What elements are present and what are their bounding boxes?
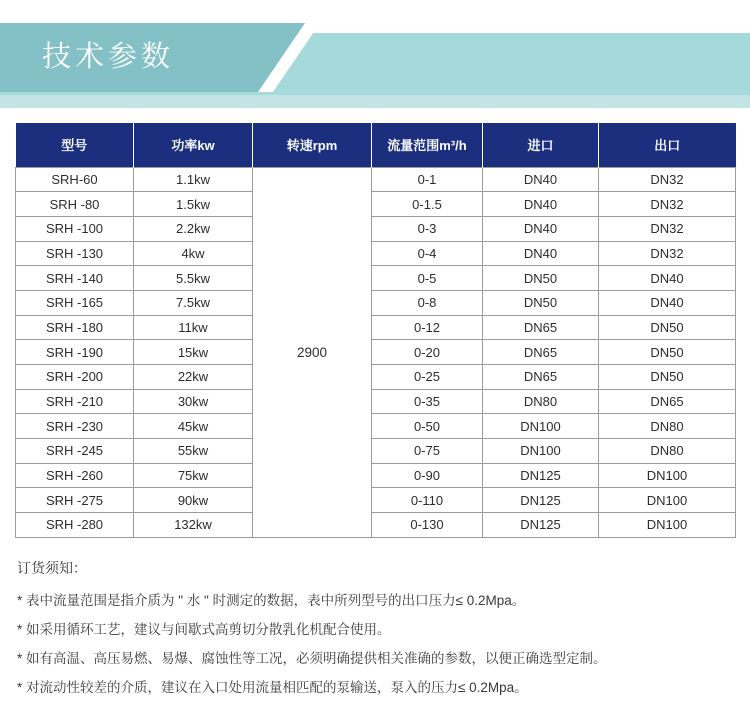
cell-model: SRH -275	[16, 488, 134, 513]
cell-inlet: DN100	[483, 414, 599, 439]
cell-power: 7.5kw	[134, 290, 253, 315]
note-item: * 表中流量范围是指介质为 " 水 " 时测定的数据，表中所列型号的出口压力≤ 0.2Mpa。	[17, 593, 526, 609]
cell-outlet: DN100	[599, 463, 736, 488]
table-header-row	[16, 123, 736, 167]
cell-model: SRH -230	[16, 414, 134, 439]
note-item: * 对流动性较差的介质，建议在入口处用流量相匹配的泵输送，泵入的压力≤ 0.2Mpa。	[17, 680, 528, 696]
cell-model: SRH -245	[16, 439, 134, 464]
cell-outlet: DN50	[599, 340, 736, 365]
table-row	[16, 315, 736, 340]
table-row	[16, 340, 736, 365]
col-header-model: 型号	[16, 123, 134, 167]
cell-model: SRH -200	[16, 365, 134, 390]
col-header-speed: 转速rpm	[253, 123, 372, 167]
cell-outlet: DN80	[599, 414, 736, 439]
cell-outlet: DN40	[599, 266, 736, 291]
cell-inlet: DN125	[483, 463, 599, 488]
col-header-flow: 流量范围m³/h	[372, 123, 483, 167]
cell-model: SRH -180	[16, 315, 134, 340]
col-header-power: 功率kw	[134, 123, 253, 167]
cell-outlet: DN65	[599, 389, 736, 414]
cell-model: SRH -140	[16, 266, 134, 291]
cell-flow: 0-50	[372, 414, 483, 439]
cell-power: 55kw	[134, 439, 253, 464]
cell-inlet: DN65	[483, 365, 599, 390]
cell-power: 1.5kw	[134, 192, 253, 217]
cell-power: 5.5kw	[134, 266, 253, 291]
cell-outlet: DN32	[599, 216, 736, 241]
cell-flow: 0-8	[372, 290, 483, 315]
table-row	[16, 389, 736, 414]
col-header-inlet: 进口	[483, 123, 599, 167]
cell-flow: 0-110	[372, 488, 483, 513]
note-item: * 如有高温、高压易燃、易爆、腐蚀性等工况，必须明确提供相关准确的参数，以便正确选型定制。	[17, 651, 607, 667]
cell-power: 1.1kw	[134, 167, 253, 192]
cell-power: 4kw	[134, 241, 253, 266]
table-row	[16, 463, 736, 488]
cell-model: SRH -190	[16, 340, 134, 365]
cell-inlet: DN80	[483, 389, 599, 414]
table-row	[16, 414, 736, 439]
cell-outlet: DN100	[599, 513, 736, 538]
col-header-outlet: 出口	[599, 123, 736, 167]
cell-flow: 0-75	[372, 439, 483, 464]
cell-model: SRH-60	[16, 167, 134, 192]
cell-inlet: DN65	[483, 315, 599, 340]
cell-power: 15kw	[134, 340, 253, 365]
cell-flow: 0-1	[372, 167, 483, 192]
table-row	[16, 290, 736, 315]
note-item: * 如采用循环工艺，建议与间歇式高剪切分散乳化机配合使用。	[17, 622, 391, 638]
cell-outlet: DN32	[599, 241, 736, 266]
cell-inlet: DN65	[483, 340, 599, 365]
cell-inlet: DN40	[483, 216, 599, 241]
cell-flow: 0-5	[372, 266, 483, 291]
cell-power: 132kw	[134, 513, 253, 538]
cell-outlet: DN50	[599, 365, 736, 390]
cell-power: 11kw	[134, 315, 253, 340]
cell-flow: 0-90	[372, 463, 483, 488]
cell-inlet: DN125	[483, 513, 599, 538]
cell-power: 2.2kw	[134, 216, 253, 241]
table-row	[16, 167, 736, 192]
cell-flow: 0-4	[372, 241, 483, 266]
cell-model: SRH -165	[16, 290, 134, 315]
table-row	[16, 513, 736, 538]
cell-power: 90kw	[134, 488, 253, 513]
cell-flow: 0-12	[372, 315, 483, 340]
cell-outlet: DN80	[599, 439, 736, 464]
cell-power: 45kw	[134, 414, 253, 439]
cell-model: SRH -130	[16, 241, 134, 266]
cell-inlet: DN40	[483, 241, 599, 266]
table-row	[16, 488, 736, 513]
cell-flow: 0-130	[372, 513, 483, 538]
cell-model: SRH -100	[16, 216, 134, 241]
page-title: 技术参数	[42, 41, 175, 73]
table-row	[16, 216, 736, 241]
table-row	[16, 365, 736, 390]
cell-outlet: DN50	[599, 315, 736, 340]
cell-inlet: DN50	[483, 266, 599, 291]
cell-outlet: DN100	[599, 488, 736, 513]
cell-outlet: DN32	[599, 192, 736, 217]
cell-model: SRH -80	[16, 192, 134, 217]
cell-flow: 0-20	[372, 340, 483, 365]
cell-inlet: DN125	[483, 488, 599, 513]
cell-model: SRH -210	[16, 389, 134, 414]
cell-power: 75kw	[134, 463, 253, 488]
cell-flow: 0-3	[372, 216, 483, 241]
notes-title: 订货须知：	[17, 560, 87, 576]
spec-table	[15, 123, 736, 538]
table-row	[16, 266, 736, 291]
cell-inlet: DN100	[483, 439, 599, 464]
cell-inlet: DN40	[483, 192, 599, 217]
cell-flow: 0-25	[372, 365, 483, 390]
cell-flow: 0-1.5	[372, 192, 483, 217]
table-row	[16, 439, 736, 464]
cell-inlet: DN50	[483, 290, 599, 315]
table-row	[16, 192, 736, 217]
banner-pale-strip	[0, 95, 750, 108]
cell-power: 22kw	[134, 365, 253, 390]
cell-outlet: DN40	[599, 290, 736, 315]
ordering-notes	[17, 561, 733, 696]
cell-power: 30kw	[134, 389, 253, 414]
cell-model: SRH -260	[16, 463, 134, 488]
cell-outlet: DN32	[599, 167, 736, 192]
cell-flow: 0-35	[372, 389, 483, 414]
cell-inlet: DN40	[483, 167, 599, 192]
cell-model: SRH -280	[16, 513, 134, 538]
cell-speed-merged: 2900	[253, 167, 372, 537]
table-row	[16, 241, 736, 266]
